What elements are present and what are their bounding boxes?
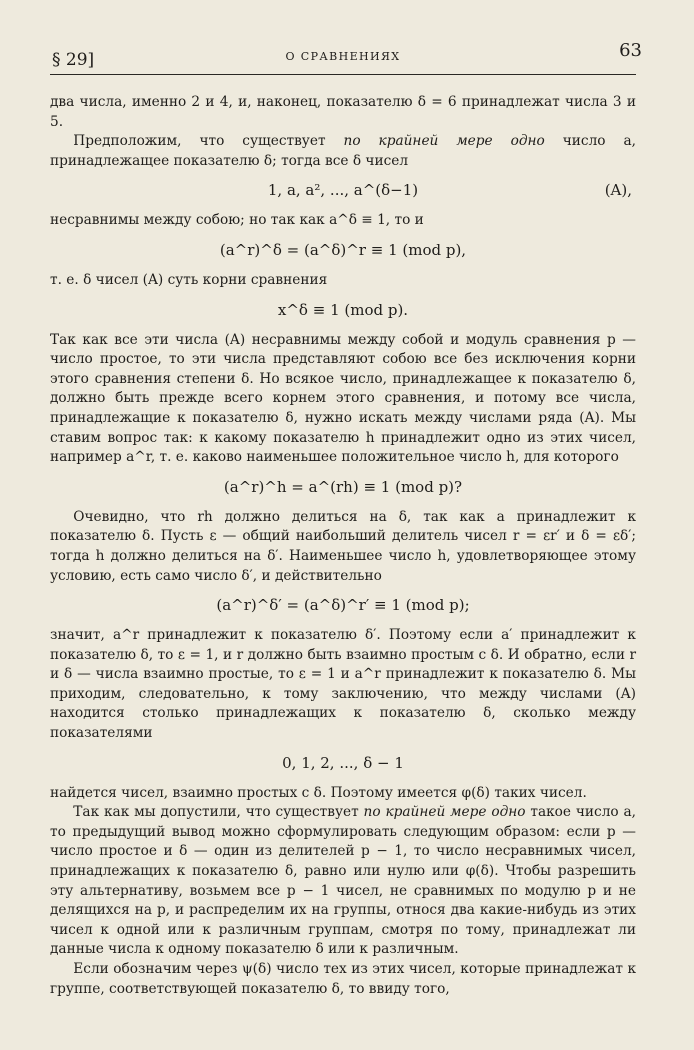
paragraph-3: несравнимы между собою; но так как a^δ ≡ 1, то и (50, 212, 424, 229)
section-number: § 29] (52, 50, 95, 70)
running-title: О СРАВНЕНИЯХ (285, 50, 401, 63)
formula-6: 0, 1, 2, ..., δ − 1 (282, 753, 404, 772)
formula-3: x^δ ≡ 1 (mod p). (277, 300, 409, 319)
paragraph-1: два числа, именно 2 и 4, и, наконец, показателю δ = 6 принадлежат числа 3 и 5. (50, 94, 636, 130)
formula-2: (a^r)^δ = (a^δ)^r ≡ 1 (mod p), (219, 240, 467, 259)
paragraph-5: Так как все эти числа (A) несравнимы между собой и модуль сравнения p — число простое, то эти числа представляют собою все без исключения корни этого сравнения степени δ. Но всякое число, принадлежащее к показателю δ, должно быть прежде всего корнем этого сравнения, и потому все числа, принадлежащие к показателю δ, нужно искать между числами ряда (A). Мы ставим вопрос так: к какому показателю h принадлежит одно из этих чисел, например a^r, т. е. каково наименьшее положительное число h, для которого (50, 331, 636, 466)
formula-A-tag: (A), (604, 181, 632, 200)
formula-4: (a^r)^h = a^(rh) ≡ 1 (mod p)? (223, 477, 463, 496)
paragraph-9: Так как мы допустили, что существует по крайней мере одно такое число a, то предыдущий вывод можно сформулировать следующим образом: если p — число простое и δ — один из делителей p − 1, то число несравнимых чисел, принадлежащих к показателю δ, равно или нулю или φ(δ). Чтобы разрешить эту альтернативу, возьмем все p − 1 чисел, не сравнимых по модулю p и не делящихся на p, и распределим их на группы, относя два какие-нибудь из этих чисел к одной или к различным группам, смотря по тому, принадлежат ли данные числа к одному показателю δ или к различным. (50, 804, 637, 958)
page-header (50, 40, 642, 75)
formula-A: 1, a, a², ..., a^(δ−1) (A), (267, 181, 632, 200)
paragraph-10: Если обозначим через ψ(δ) число тех из этих чисел, которые принадлежат к группе, соответствующей показателю δ, то ввиду того, (50, 961, 636, 997)
formula-5: (a^r)^δ′ = (a^δ)^r′ ≡ 1 (mod p); (216, 596, 470, 615)
paragraph-6: Очевидно, что rh должно делиться на δ, так как a принадлежит к показателю δ. Пусть ε — общий наибольший делитель чисел r = εr′ и δ = εδ′; тогда h должно делиться на δ′. Наименьшее число h, удовлетворяющее этому условию, есть само число δ′, и действительно (50, 508, 636, 584)
paragraph-7: значит, a^r принадлежит к показателю δ′. Поэтому если a′ принадлежит к показателю δ, то ε = 1, и r должно быть взаимно простым с δ. И обратно, если r и δ — числа взаимно простые, то ε = 1 и a^r принадлежит к показателю δ. Мы приходим, следовательно, к тому заключению, что между числами (A) находится столько принадлежащих к показателю δ, сколько между показателями (50, 627, 636, 742)
page-number: 63 (619, 40, 642, 61)
paragraph-2: Предположим, что существует по крайней мере одно число a, принадлежащее показателю δ; тогда все δ чисел (50, 133, 636, 169)
paragraph-4: т. е. δ чисел (A) суть корни сравнения (50, 271, 328, 288)
paragraph-8: найдется чисел, взаимно простых с δ. Поэтому имеется φ(δ) таких чисел. (50, 784, 587, 801)
